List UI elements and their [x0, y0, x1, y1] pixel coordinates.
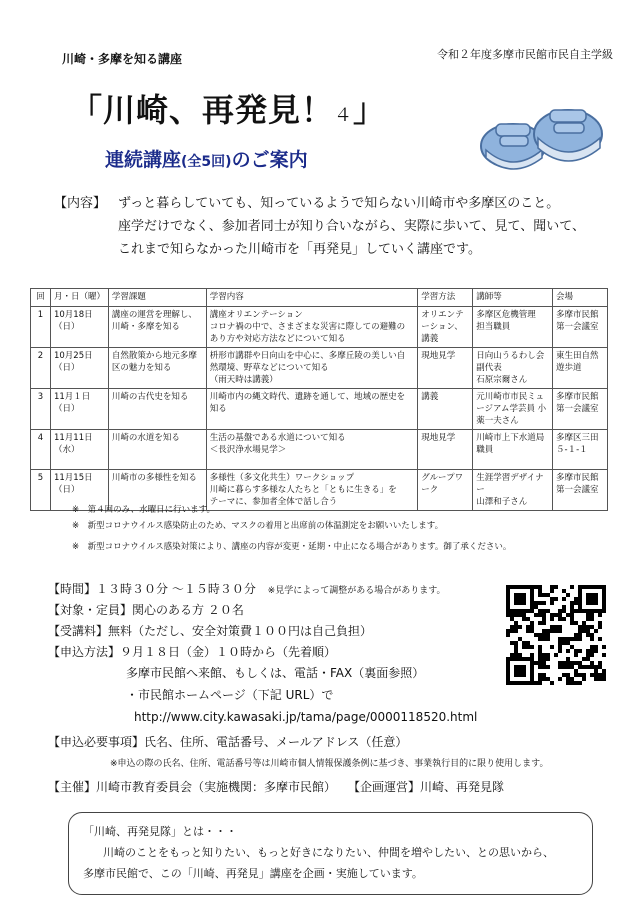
table-cell: 川崎市内の縄文時代、遺跡を通して、地域の歴史を 知る: [206, 389, 418, 430]
table-header-row: [31, 289, 608, 307]
table-cell: 多摩区三田５-１-１: [553, 430, 608, 470]
table-cell: 講座オリエンテーション コロナ禍の中で、さまざまな災害に際しての避難の あり方や対応方法などについて知る: [206, 307, 418, 348]
table-cell: 講座の運営を理解し、 川崎・多摩を知る: [108, 307, 206, 348]
table-cell: 生涯学習デザイナー 山澤和子さん: [473, 470, 553, 511]
table-cell: 11月１日 （日）: [50, 389, 108, 430]
note-1: ※ 第４回のみ、水曜日に行います。: [72, 505, 215, 515]
table-cell: 川崎の古代史を知る: [108, 389, 206, 430]
intro-line: ずっと暮らしていても、知っているようで知らない川崎市や多摩区のこと。: [118, 196, 560, 211]
table-cell: 2: [31, 348, 51, 389]
table-row: [31, 348, 608, 389]
table-cell: 10月25日 （日）: [50, 348, 108, 389]
table-cell: 3: [31, 389, 51, 430]
intro-line: 座学だけでなく、参加者同士が知り合いながら、実際に歩いて、見て、聞いて、: [118, 219, 585, 234]
qr-code[interactable]: [506, 585, 606, 685]
table-cell: 10月18日 （日）: [50, 307, 108, 348]
col-header: 回: [31, 289, 51, 307]
apply-method: 多摩市民館へ来館、もしくは、電話・FAX（裏面参照）: [126, 666, 425, 680]
col-header: 学習方法: [418, 289, 473, 307]
apply-url[interactable]: http://www.city.kawasaki.jp/tama/page/0000118520.html: [134, 710, 478, 724]
table-cell: 多摩区危機管理 担当職員: [473, 307, 553, 348]
table-cell: 講義: [418, 389, 473, 430]
target-info: 【対象・定員】関心のある方 ２０名: [48, 603, 244, 617]
table-cell: グループワーク: [418, 470, 473, 511]
table-row: [31, 389, 608, 430]
table-row: [31, 430, 608, 470]
sponsor-info: 【主催】川崎市教育委員会（実施機関：多摩市民館） 【企画運営】川崎、再発見隊: [48, 780, 505, 794]
table-cell: 多摩市民館第一会議室: [553, 389, 608, 430]
table-cell: 川崎市上下水道局職員: [473, 430, 553, 470]
intro-text: [118, 192, 618, 261]
group-description-box: [68, 812, 593, 895]
fee-info: 【受講料】無料（ただし、安全対策費１００円は自己負担）: [48, 624, 373, 638]
table-cell: 川崎の水道を知る: [108, 430, 206, 470]
table-cell: 元川崎市市民ミュージアム学芸員 小薬一夫さん: [473, 389, 553, 430]
intro-label: 【内容】: [54, 196, 107, 211]
table-cell: 自然散策から地元多摩 区の魅力を知る: [108, 348, 206, 389]
intro-line: これまで知らなかった川崎市を「再発見」していく講座です。: [118, 242, 481, 257]
table-cell: 日向山うるわし会 副代表 石原宗爾さん: [473, 348, 553, 389]
time-info: 【時間】１３時３０分 ～１５時３０分 ※見学によって調整がある場合があります。: [48, 582, 446, 596]
table-row: [31, 307, 608, 348]
table-cell: 5: [31, 470, 51, 511]
group-line-1: 川崎のことをもっと知りたい、もっと好きになりたい、仲間を増やしたい、との思いから、: [103, 846, 554, 859]
table-cell: 川崎市の多様性を知る: [108, 470, 206, 511]
table-cell: 現地見学: [418, 348, 473, 389]
table-cell: オリエンテーション、講義: [418, 307, 473, 348]
shoes-illustration: [478, 76, 608, 186]
required-info: 【申込必要事項】氏名、住所、電話番号、メールアドレス（任意）: [48, 735, 408, 749]
col-header: 会場: [553, 289, 608, 307]
note-3: ※ 新型コロナウイルス感染対策により、講座の内容が変更・延期・中止になる場合があります。御了承ください。: [72, 542, 512, 552]
page-subtitle: 連続講座(全5回)のご案内: [105, 149, 308, 171]
series-label: 川崎・多摩を知る講座: [62, 52, 183, 66]
table-cell: 11月11日 （水）: [50, 430, 108, 470]
table-cell: 4: [31, 430, 51, 470]
table-cell: 現地見学: [418, 430, 473, 470]
organizer-label: 令和２年度多摩市民館市民自主学級: [437, 48, 613, 61]
table-cell: 多摩市民館第一会議室: [553, 470, 608, 511]
table-cell: 東生田自然遊歩道: [553, 348, 608, 389]
table-cell: 生活の基盤である水道について知る ＜長沢浄水場見学＞: [206, 430, 418, 470]
time-note: ※見学によって調整がある場合があります。: [267, 586, 446, 596]
table-cell: 枡形市講群や日向山を中心に、多摩丘陵の美しい自 然環境、野草などについて知る （雨天時は講義）: [206, 348, 418, 389]
schedule-table: [30, 288, 608, 511]
apply-info: 【申込方法】９月１８日（金）１０時から（先着順）: [48, 645, 337, 659]
page-title: 「川崎、再発見！４」: [70, 91, 387, 129]
table-cell: 1: [31, 307, 51, 348]
table-cell: 11月15日 （日）: [50, 470, 108, 511]
privacy-note: ※申込の際の氏名、住所、電話番号等は川崎市個人情報保護条例に基づき、事業執行目的に限り使用します。: [110, 759, 549, 769]
group-heading: 「川崎、再発見隊」とは・・・: [83, 825, 237, 838]
note-2: ※ 新型コロナウイルス感染防止のため、マスクの着用と出席前の体温測定をお願いいたします。: [72, 521, 444, 531]
group-line-2: 多摩市民館で、この「川崎、再発見」講座を企画・実施しています。: [83, 867, 423, 880]
col-header: 講師等: [473, 289, 553, 307]
col-header: 学習課題: [108, 289, 206, 307]
table-cell: 多摩市民館第一会議室: [553, 307, 608, 348]
apply-web: ・市民館ホームページ（下記 URL）で: [126, 688, 334, 702]
col-header: 学習内容: [206, 289, 418, 307]
col-header: 月・日（曜）: [50, 289, 108, 307]
table-cell: 多様性（多文化共生）ワークショップ 川崎に暮らす多様な人たちと「ともに生きる」を テーマに、参加者全体で話し合う: [206, 470, 418, 511]
